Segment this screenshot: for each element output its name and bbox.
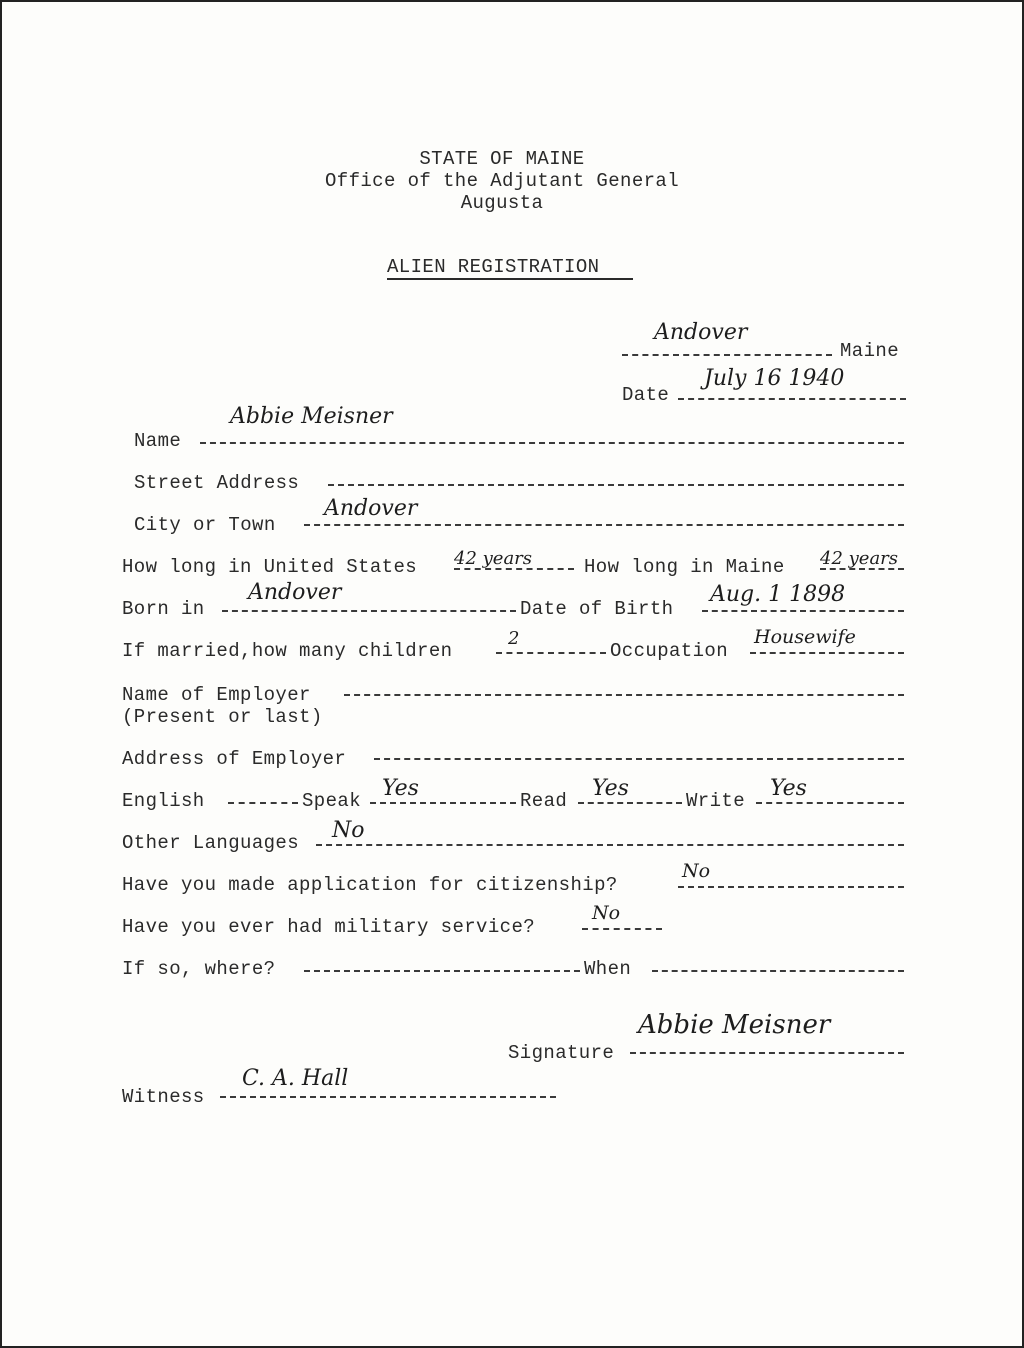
maine-duration-line [820,568,904,570]
employer-address-label: Address of Employer [122,748,347,770]
us-duration-line [454,568,574,570]
other-languages-line [316,844,904,846]
signature-line [630,1052,904,1054]
citizenship-line [678,886,904,888]
english-label: English [122,790,205,812]
when-line [652,970,904,972]
other-languages-value: No [332,818,365,843]
when-label: When [584,958,632,980]
citizenship-value: No [682,860,711,882]
children-line [496,652,606,654]
street-label: Street Address [134,472,300,494]
military-label: Have you ever had military service? [122,916,536,938]
state-heading: STATE OF MAINE [419,148,585,170]
read-line [578,802,682,804]
where-label: If so, where? [122,958,276,980]
where-line [304,970,580,972]
write-value: Yes [770,776,807,801]
born-label: Born in [122,598,205,620]
date-value: July 16 1940 [704,366,845,391]
us-duration-value: 42 years [454,548,533,569]
occupation-line [750,652,904,654]
read-label: Read [520,790,568,812]
dob-label: Date of Birth [520,598,674,620]
form-title-underline [387,278,633,280]
other-languages-label: Other Languages [122,832,300,854]
date-label: Date [622,384,670,406]
employer-label: Name of Employer [122,684,311,706]
maine-duration-label: How long in Maine [584,556,785,578]
name-line [200,442,904,444]
maine-duration-value: 42 years [820,548,899,569]
name-value: Abbie Meisner [230,404,393,429]
office-heading: Office of the Adjutant General [324,170,680,192]
english-line [228,802,298,804]
city-value: Andover [324,496,418,521]
children-label: If married,how many children [122,640,453,662]
city-label: City or Town [134,514,276,536]
city-heading: Augusta [460,192,544,214]
dob-line [702,610,904,612]
speak-line [370,802,516,804]
citizenship-label: Have you made application for citizenship? [122,874,618,896]
employer-address-line [374,758,904,760]
dob-value: Aug. 1 1898 [710,582,846,607]
date-line [678,398,906,400]
born-value: Andover [248,580,342,605]
signature-label: Signature [508,1042,615,1064]
witness-label: Witness [122,1086,205,1108]
military-value: No [592,902,621,924]
write-line [756,802,904,804]
employer-sublabel: (Present or last) [122,706,323,728]
witness-value: C. A. Hall [242,1066,349,1091]
witness-line [220,1096,556,1098]
maine-label: Maine [840,340,900,362]
form-title: ALIEN REGISTRATION [387,256,600,278]
write-label: Write [686,790,746,812]
employer-line [344,694,904,696]
children-value: 2 [508,628,520,649]
occupation-label: Occupation [610,640,729,662]
occupation-value: Housewife [754,626,856,648]
town-line [622,354,832,356]
town-value: Andover [654,320,748,345]
military-line [582,928,662,930]
city-line [304,524,904,526]
us-duration-label: How long in United States [122,556,418,578]
street-line [328,484,904,486]
signature-value: Abbie Meisner [638,1010,831,1040]
born-line [222,610,516,612]
read-value: Yes [592,776,629,801]
speak-value: Yes [382,776,419,801]
speak-label: Speak [302,790,362,812]
name-label: Name [134,430,182,452]
